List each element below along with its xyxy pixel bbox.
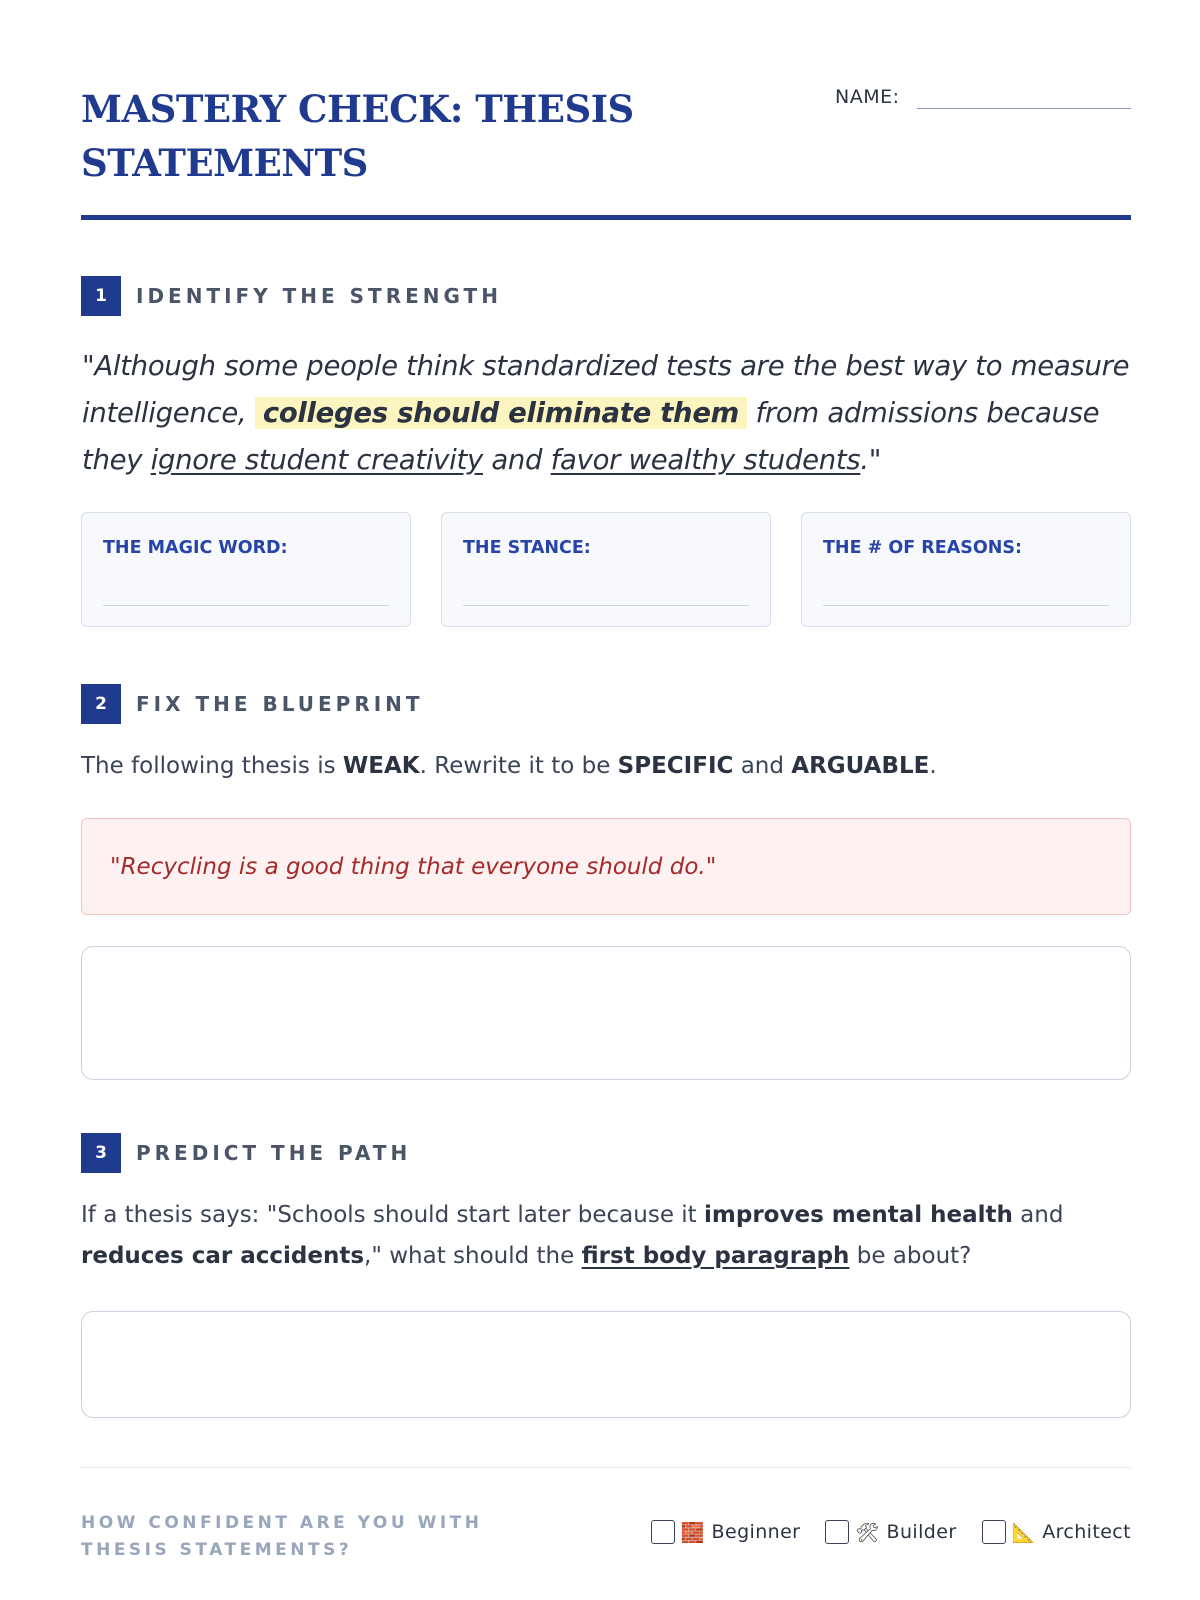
section-number-badge: 3 — [81, 1133, 121, 1173]
option-label: Beginner — [711, 1521, 801, 1543]
blueprint-icon: 📐 — [1011, 1521, 1036, 1544]
stance-answer-line[interactable] — [463, 605, 749, 606]
option-builder[interactable] — [825, 1520, 956, 1544]
question-text: be about? — [849, 1243, 972, 1269]
brick-icon: 🧱 — [680, 1521, 705, 1544]
stance-card — [441, 512, 771, 627]
card-label: THE MAGIC WORD: — [103, 538, 288, 558]
section-1-header — [81, 276, 502, 316]
section-2-header — [81, 684, 424, 724]
instruction-weak: WEAK — [342, 753, 420, 779]
name-label: NAME: — [835, 86, 900, 108]
reason-car-accidents: reduces car accidents — [81, 1243, 365, 1269]
confidence-options — [626, 1520, 1131, 1544]
option-label: Builder — [886, 1521, 957, 1543]
instruction-text: The following thesis is — [81, 753, 343, 779]
instruction-text: . — [929, 753, 937, 779]
instruction-specific: SPECIFIC — [617, 753, 734, 779]
question-text: If a thesis says: "Schools should start later because it — [81, 1202, 705, 1228]
option-beginner[interactable] — [651, 1520, 801, 1544]
section-number-badge: 1 — [81, 276, 121, 316]
section-title: PREDICT THE PATH — [136, 1141, 412, 1165]
card-label: THE # OF REASONS: — [823, 538, 1023, 558]
architect-checkbox[interactable] — [982, 1520, 1006, 1544]
section-3-header — [81, 1133, 411, 1173]
stance-highlight: colleges should eliminate them — [255, 397, 747, 429]
quote-text: "Although some people think standardized tests are the best way to measure intelligence, — [82, 350, 1130, 429]
hammer-wrench-icon: 🛠 — [855, 1521, 880, 1544]
reasons-count-answer-line[interactable] — [823, 605, 1109, 606]
builder-checkbox[interactable] — [825, 1520, 849, 1544]
instruction-arguable: ARGUABLE — [791, 753, 930, 779]
header-divider — [81, 215, 1131, 220]
question-text: ," what should the — [364, 1243, 582, 1269]
magic-word-card — [81, 512, 411, 627]
reason-mental-health: improves mental health — [704, 1202, 1013, 1228]
magic-word-answer-line[interactable] — [103, 605, 389, 606]
rewrite-answer-box[interactable] — [81, 946, 1131, 1080]
question-text: and — [1012, 1202, 1064, 1228]
section-title: FIX THE BLUEPRINT — [136, 692, 424, 716]
worksheet — [81, 0, 1131, 1560]
page-title: MASTERY CHECK: THESIS STATEMENTS — [81, 87, 634, 185]
name-field[interactable] — [917, 108, 1131, 109]
first-body-paragraph: first body paragraph — [581, 1243, 850, 1269]
option-architect[interactable] — [982, 1520, 1131, 1544]
thesis-quote — [82, 343, 1132, 484]
section-title: IDENTIFY THE STRENGTH — [136, 284, 502, 308]
prediction-question — [81, 1195, 1131, 1277]
instruction-text: and — [733, 753, 792, 779]
section-number-badge: 2 — [81, 684, 121, 724]
quote-text: and — [482, 444, 551, 476]
weak-thesis-text: "Recycling is a good thing that everyone should do." — [110, 853, 717, 880]
instruction-text: . Rewrite it to be — [419, 753, 618, 779]
worksheet-header — [81, 0, 1131, 222]
prediction-answer-box[interactable] — [81, 1311, 1131, 1418]
quote-text: from admissions because they — [82, 397, 1100, 476]
card-label: THE STANCE: — [463, 538, 591, 558]
footer-divider — [81, 1467, 1131, 1468]
reasons-count-card — [801, 512, 1131, 627]
beginner-checkbox[interactable] — [651, 1520, 675, 1544]
reason-one: ignore student creativity — [150, 444, 483, 476]
reason-two: favor wealthy students — [550, 444, 861, 476]
option-label: Architect — [1042, 1521, 1131, 1543]
weak-thesis-box — [81, 818, 1131, 915]
quote-text: ." — [860, 444, 882, 476]
confidence-question: HOW CONFIDENT ARE YOU WITH THESIS STATEMENTS? — [81, 1513, 483, 1560]
rewrite-instruction — [81, 753, 937, 779]
